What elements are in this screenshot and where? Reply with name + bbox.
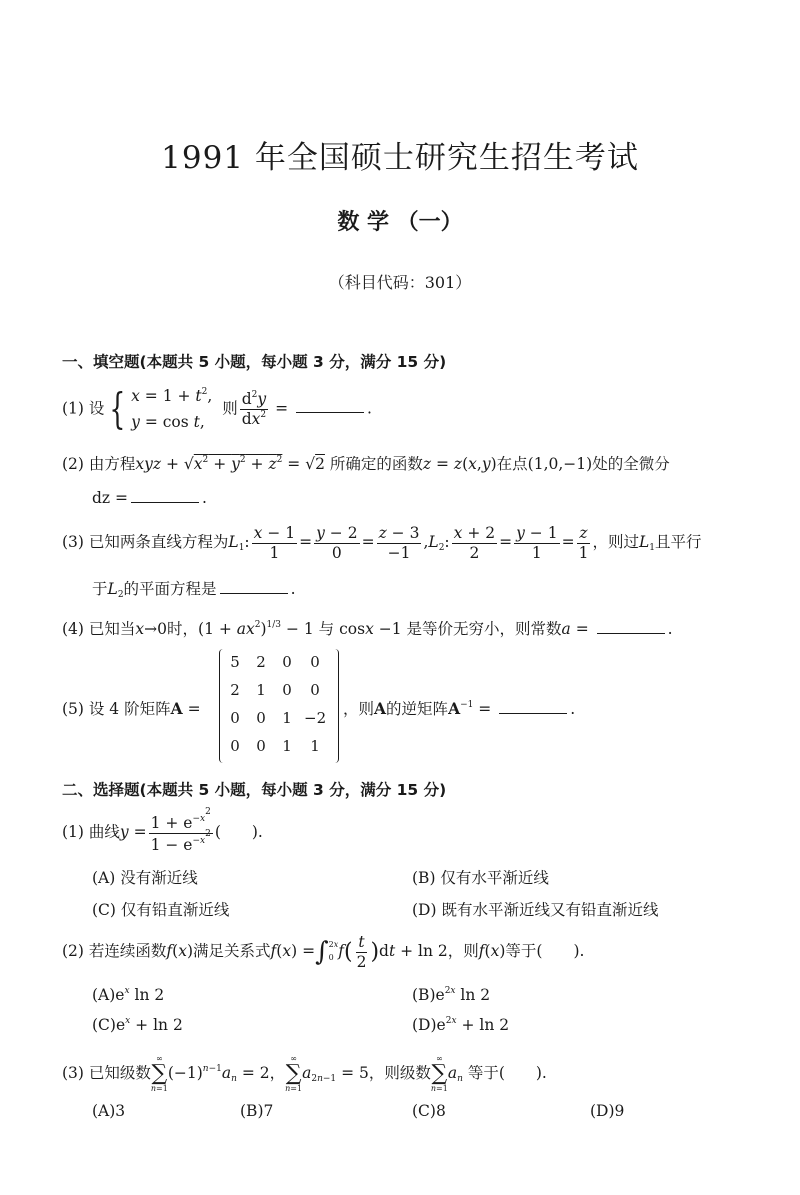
- matrix-cell: 0: [310, 653, 320, 671]
- choice-1-option-c[interactable]: (C) 仅有铅直渐近线: [92, 901, 230, 919]
- choice-2-option-a[interactable]: $(A)e^x$ ln 2: [92, 986, 165, 1004]
- choice-3-option-a[interactable]: (A)3: [92, 1102, 126, 1120]
- matrix-cell: −2: [304, 709, 327, 727]
- fill-question-5: (5) 设 4 阶矩阵A =: [62, 699, 201, 718]
- choice-question-2: (2) 若连续函数f(x)满足关系式f(x) =∫ 2x 0 f( $\frac{t}{2}$ )dt + ln 2，则f(x)等于( ).: [62, 933, 585, 971]
- answer-blank: [499, 712, 567, 714]
- fill-question-3-line2: 于$L_2$的平面方程是 .: [92, 580, 296, 600]
- choice-2-option-c[interactable]: $(C)e^x + \ln 2$: [92, 1016, 183, 1034]
- exam-title: 1991 年全国硕士研究生招生考试: [161, 140, 639, 176]
- choice-3-option-b[interactable]: (B)7: [240, 1102, 274, 1120]
- subject-code: （科目代码：301）: [328, 273, 472, 292]
- fill-question-4: (4) 已知当x→0时，$(1 + ax^2)^{1/3} - 1$ 与 cosx −1 是等价无穷小，则常数a = .: [62, 620, 673, 638]
- answer-blank: [220, 592, 288, 594]
- fill-question-1: (1) 设 { $x = 1 + t^2$, y = cos t, 则 $\frac{d^2y}{dx^2}$ = .: [62, 384, 372, 434]
- matrix-cell: 1: [282, 709, 292, 727]
- fill-question-2: (2) 由方程xyz + $√x^2 + y^2 + z^2 = √2$ 所确定的函数z = z(x,y)在点(1,0,−1)处的全微分: [62, 455, 670, 473]
- matrix-cell: 1: [282, 737, 292, 755]
- section-1-heading: 一、填空题(本题共 5 小题，每小题 3 分，满分 15 分): [62, 353, 447, 371]
- matrix-a: [219, 649, 339, 763]
- matrix-cell: 0: [256, 737, 266, 755]
- question-text: 则: [222, 399, 238, 418]
- fill-question-3: (3) 已知两条直线方程为$L_1$: $\frac{x - 1}{1}$ = $\frac{y - 2}{0}$ = $\frac{z - 3}{-1}$ $,L_2$: $\frac{x + 2}{2}$ = $\frac{y - 1}{1}$ = $\frac{z}{1}$ ，则过$L_1$且平行: [62, 524, 702, 562]
- matrix-cell: 2: [230, 681, 240, 699]
- section-2-heading: 二、选择题(本题共 5 小题，每小题 3 分，满分 15 分): [62, 781, 447, 799]
- matrix-cell: 0: [310, 681, 320, 699]
- matrix-cell: 0: [256, 709, 266, 727]
- matrix-cell: 1: [310, 737, 320, 755]
- question-number: (1) 设: [62, 399, 105, 418]
- choice-question-3: (3) 已知级数 ∞ ∑ n=1 $(-1)^{n-1}a_n = 2$， ∞ ∑ n=1 $a_{2n-1} = 5$，则级数 ∞ ∑ n=1 $a_n$ 等于( ).: [62, 1054, 547, 1093]
- fill-question-5-tail: ，则A的逆矩阵$A^{-1}$ = .: [343, 699, 576, 718]
- matrix-cell: 0: [282, 653, 292, 671]
- choice-1-option-d[interactable]: (D) 既有水平渐近线又有铅直渐近线: [412, 901, 659, 919]
- exam-subtitle: 数 学 （一）: [337, 210, 463, 235]
- matrix-cell: 5: [230, 653, 240, 671]
- choice-3-option-d[interactable]: (D)9: [590, 1102, 625, 1120]
- matrix-cell: 0: [230, 709, 240, 727]
- choice-3-option-c[interactable]: (C)8: [412, 1102, 446, 1120]
- matrix-cell: 0: [230, 737, 240, 755]
- choice-1-option-b[interactable]: (B) 仅有水平渐近线: [412, 869, 549, 887]
- answer-blank: [296, 411, 364, 413]
- choice-1-option-a[interactable]: (A) 没有渐近线: [92, 869, 198, 887]
- answer-blank: [131, 501, 199, 503]
- choice-2-option-d[interactable]: $(D)e^{2x} + \ln 2$: [412, 1016, 510, 1034]
- fill-question-2-line2: dz = .: [92, 489, 207, 507]
- choice-2-option-b[interactable]: $(B)e^{2x}$ ln 2: [412, 986, 491, 1004]
- answer-blank: [597, 632, 665, 634]
- matrix-cell: 1: [256, 681, 266, 699]
- matrix-cell: 0: [282, 681, 292, 699]
- choice-question-1: (1) 曲线y = $\frac{1 + e^{-x^2}}{1 - e^{-x^2}}$ ( ).: [62, 807, 263, 854]
- matrix-cell: 2: [256, 653, 266, 671]
